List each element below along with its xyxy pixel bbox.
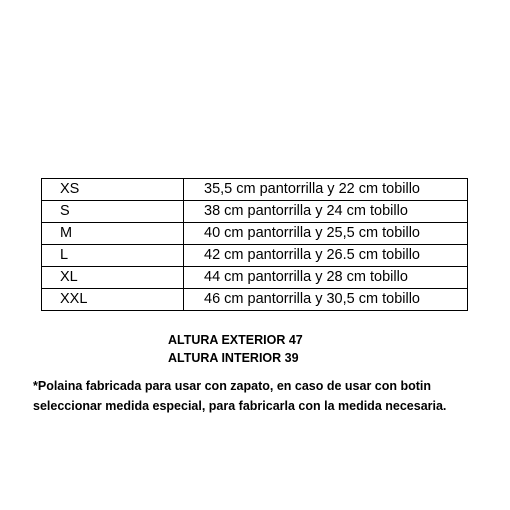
size-cell: L bbox=[42, 245, 184, 267]
interior-height-label: ALTURA INTERIOR 39 bbox=[168, 351, 299, 365]
usage-note-line-1: *Polaina fabricada para usar con zapato, en caso de usar con botin bbox=[33, 379, 432, 393]
size-table bbox=[41, 178, 468, 311]
measure-cell: 38 cm pantorrilla y 24 cm tobillo bbox=[184, 201, 468, 223]
heights-block bbox=[168, 331, 303, 367]
size-cell: XS bbox=[42, 179, 184, 201]
usage-note-line-2: seleccionar medida especial, para fabricarla con la medida necesaria. bbox=[33, 399, 447, 413]
size-cell: S bbox=[42, 201, 184, 223]
size-cell: XL bbox=[42, 267, 184, 289]
table-row bbox=[42, 223, 468, 245]
table-row bbox=[42, 267, 468, 289]
size-cell: XXL bbox=[42, 289, 184, 311]
table-row bbox=[42, 245, 468, 267]
table-row bbox=[42, 289, 468, 311]
table-row bbox=[42, 179, 468, 201]
measure-cell: 35,5 cm pantorrilla y 22 cm tobillo bbox=[184, 179, 468, 201]
table-row bbox=[42, 201, 468, 223]
measure-cell: 46 cm pantorrilla y 30,5 cm tobillo bbox=[184, 289, 468, 311]
measure-cell: 42 cm pantorrilla y 26.5 cm tobillo bbox=[184, 245, 468, 267]
size-cell: M bbox=[42, 223, 184, 245]
usage-note bbox=[33, 376, 483, 416]
measure-cell: 44 cm pantorrilla y 28 cm tobillo bbox=[184, 267, 468, 289]
exterior-height-label: ALTURA EXTERIOR 47 bbox=[168, 333, 303, 347]
measure-cell: 40 cm pantorrilla y 25,5 cm tobillo bbox=[184, 223, 468, 245]
